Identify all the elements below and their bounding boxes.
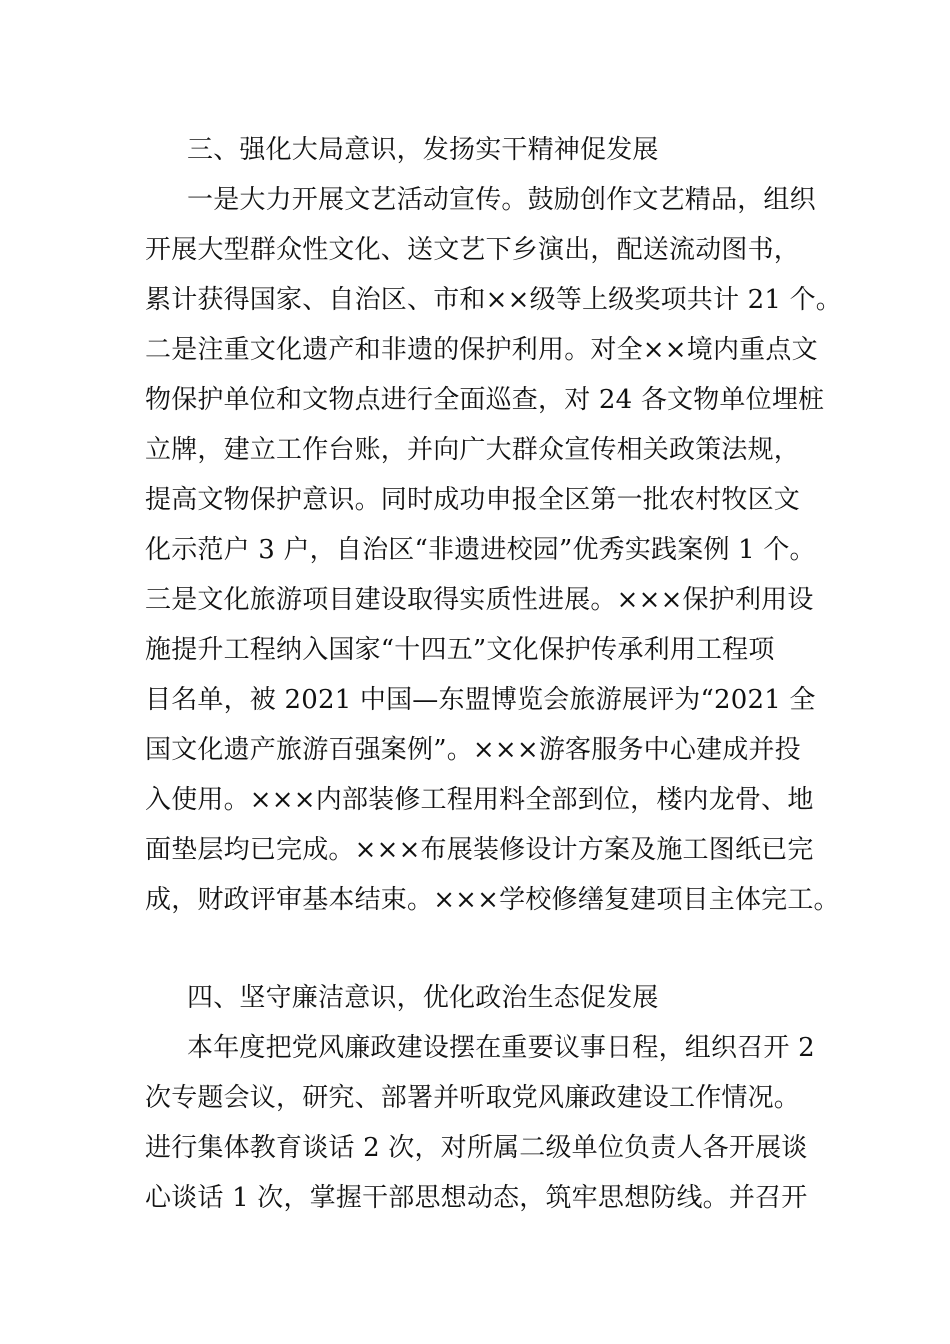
section-4-line: 进行集体教育谈话 2 次，对所属二级单位负责人各开展谈 (145, 1133, 808, 1163)
section-3-line: 成，财政评审基本结束。×××学校修缮复建项目主体完工。 (145, 885, 840, 915)
section-4-heading: 四、坚守廉洁意识，优化政治生态促发展 (187, 983, 659, 1013)
section-3-line: 二是注重文化遗产和非遗的保护利用。对全××境内重点文 (145, 335, 818, 365)
section-3-line: 入使用。×××内部装修工程用料全部到位，楼内龙骨、地 (145, 785, 814, 815)
section-3-line: 提高文物保护意识。同时成功申报全区第一批农村牧区文 (145, 485, 801, 515)
section-3-line: 物保护单位和文物点进行全面巡查，对 24 各文物单位埋桩 (145, 385, 825, 415)
section-3-line: 立牌，建立工作台账，并向广大群众宣传相关政策法规， (145, 435, 801, 465)
section-3-heading: 三、强化大局意识，发扬实干精神促发展 (187, 135, 659, 165)
section-3-line: 累计获得国家、自治区、市和××级等上级奖项共计 21 个。 (145, 285, 842, 315)
section-3-line: 目名单，被 2021 中国—东盟博览会旅游展评为“2021 全 (145, 685, 816, 715)
section-3-line: 施提升工程纳入国家“十四五”文化保护传承利用工程项 (145, 635, 775, 665)
section-4-line: 本年度把党风廉政建设摆在重要议事日程，组织召开 2 (187, 1033, 815, 1063)
section-3-line: 国文化遗产旅游百强案例”。×××游客服务中心建成并投 (145, 735, 801, 765)
section-3-line: 面垫层均已完成。×××布展装修设计方案及施工图纸已完 (145, 835, 814, 865)
section-3-line: 一是大力开展文艺活动宣传。鼓励创作文艺精品，组织 (187, 185, 816, 215)
section-3-line: 开展大型群众性文化、送文艺下乡演出，配送流动图书， (145, 235, 801, 265)
section-3-line: 化示范户 3 户，自治区“非遗进校园”优秀实践案例 1 个。 (145, 535, 816, 565)
section-3-line: 三是文化旅游项目建设取得实质性进展。×××保护利用设 (145, 585, 814, 615)
section-4-line: 次专题会议，研究、部署并听取党风廉政建设工作情况。 (145, 1083, 801, 1113)
section-4-line: 心谈话 1 次，掌握干部思想动态，筑牢思想防线。并召开 (145, 1183, 808, 1213)
